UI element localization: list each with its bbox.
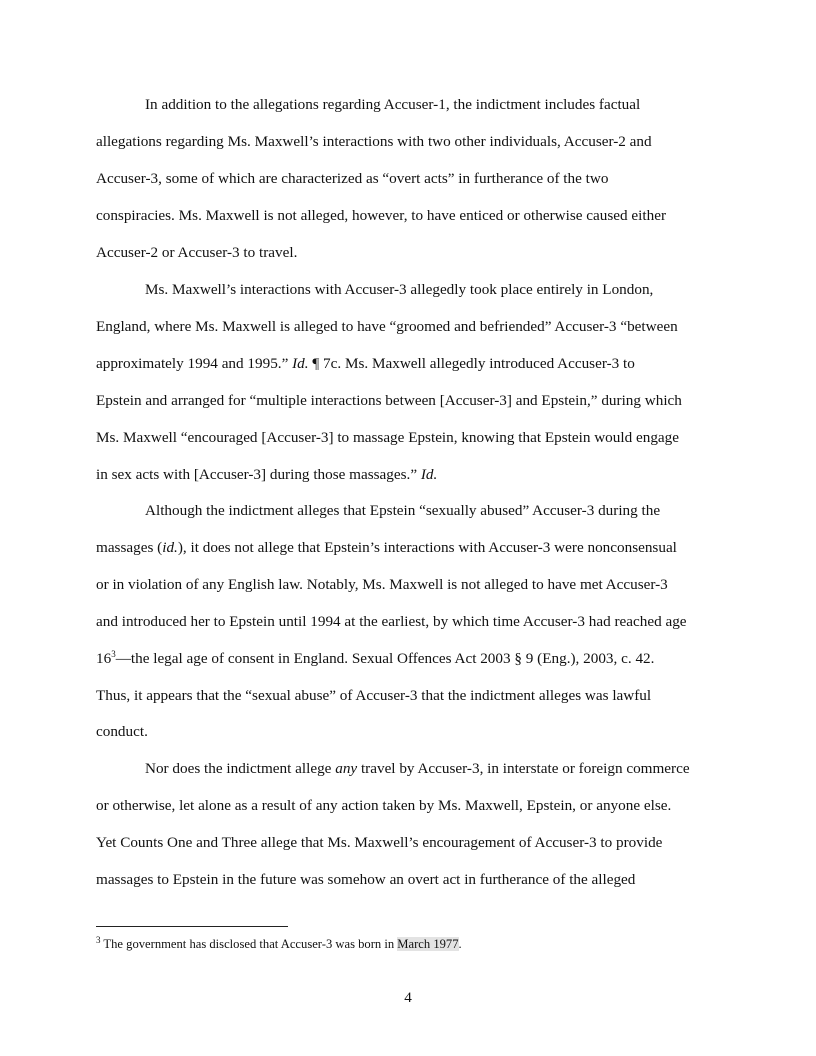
body-text: approximately 1994 and 1995.” xyxy=(96,355,293,372)
footnote-ref[interactable]: 3 xyxy=(111,648,116,659)
footnote xyxy=(96,935,462,953)
body-line xyxy=(96,354,635,374)
body-line: allegations regarding Ms. Maxwell’s interactions with two other individuals, Accuser-2 and xyxy=(96,133,652,150)
body-line: conduct. xyxy=(96,723,148,740)
citation-id: Id. xyxy=(292,355,309,372)
body-text: in sex acts with [Accuser-3] during those massages.” xyxy=(96,466,421,483)
body-line xyxy=(145,759,690,779)
emphasis-any: any xyxy=(335,760,358,777)
body-line: Thus, it appears that the “sexual abuse” of Accuser-3 that the indictment alleges was lawful xyxy=(96,687,652,704)
body-line: or otherwise, let alone as a result of any action taken by Ms. Maxwell, Epstein, or anyone else. xyxy=(96,797,672,814)
body-line: Ms. Maxwell “encouraged [Accuser-3] to massage Epstein, knowing that Epstein would engage xyxy=(96,429,679,446)
body-line: Yet Counts One and Three allege that Ms. Maxwell’s encouragement of Accuser-3 to provide xyxy=(96,834,663,851)
body-text: —the legal age of consent in England. Sexual Offences Act 2003 § 9 (Eng.), 2003, c. 42. xyxy=(115,650,655,667)
body-text: Nor does the indictment allege xyxy=(145,760,336,777)
body-line: conspiracies. Ms. Maxwell is not alleged, however, to have enticed or otherwise caused either xyxy=(96,207,666,224)
body-line: England, where Ms. Maxwell is alleged to have “groomed and befriended” Accuser-3 “between xyxy=(96,318,678,335)
body-line: or in violation of any English law. Notably, Ms. Maxwell is not alleged to have met Accuser-3 xyxy=(96,576,668,593)
body-text: travel by Accuser-3, in interstate or foreign commerce xyxy=(357,760,690,777)
body-line: Although the indictment alleges that Epstein “sexually abused” Accuser-3 during the xyxy=(145,502,661,519)
body-text: ¶ 7c. Ms. Maxwell allegedly introduced Accuser-3 to xyxy=(308,355,635,372)
body-line: Accuser-3, some of which are characterized as “overt acts” in furtherance of the two xyxy=(96,170,609,187)
footnote-text: The government has disclosed that Accuser-3 was born in xyxy=(100,937,398,951)
body-text: massages ( xyxy=(96,539,163,556)
citation-id: id. xyxy=(162,539,178,556)
body-line: Epstein and arranged for “multiple interactions between [Accuser-3] and Epstein,” during which xyxy=(96,392,682,409)
body-line: In addition to the allegations regarding Accuser-1, the indictment includes factual xyxy=(145,96,641,113)
footnote-number: 3 xyxy=(96,934,101,945)
citation-id: Id. xyxy=(420,466,438,483)
body-line xyxy=(96,649,654,669)
body-line: Accuser-2 or Accuser-3 to travel. xyxy=(96,244,298,261)
footnote-end: . xyxy=(458,937,462,951)
body-text: 16 xyxy=(96,650,112,667)
body-line: Ms. Maxwell’s interactions with Accuser-3 allegedly took place entirely in London, xyxy=(145,281,654,298)
body-line xyxy=(96,538,677,558)
body-line xyxy=(96,465,437,485)
page-number: 4 xyxy=(404,989,412,1006)
body-line: and introduced her to Epstein until 1994 at the earliest, by which time Accuser-3 had reached age xyxy=(96,613,687,630)
footnote-divider xyxy=(96,926,288,927)
footnote-highlight: March 1977 xyxy=(397,937,459,951)
body-text: ), it does not allege that Epstein’s interactions with Accuser-3 were nonconsensual xyxy=(177,539,677,556)
body-line: massages to Epstein in the future was somehow an overt act in furtherance of the alleged xyxy=(96,871,636,888)
